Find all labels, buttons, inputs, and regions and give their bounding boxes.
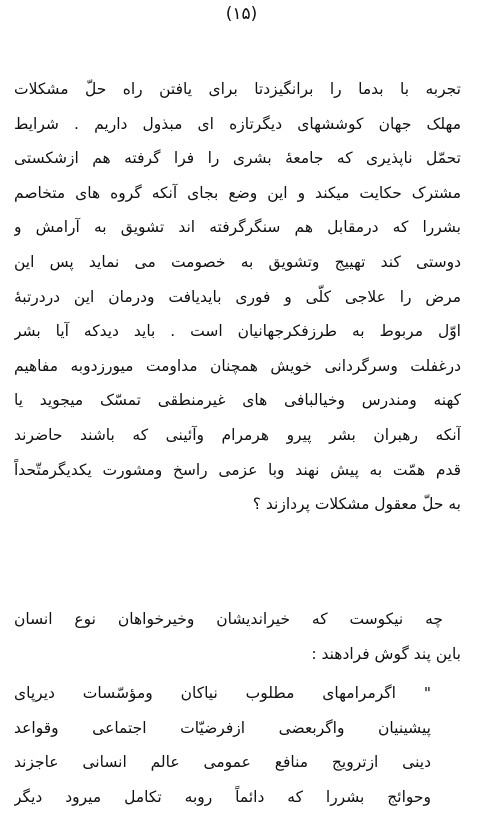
paragraph-line: دوستی کند تهییج وتشویق به خصومت می نماید پس این bbox=[14, 252, 461, 271]
quotation bbox=[14, 676, 461, 814]
paragraph-line: تجربه با بدما را برانگیزدتا برای یافتن راه حلّ مشکلات bbox=[14, 80, 461, 98]
paragraph-line: آنکه رهبران بشر پیرو هرمرام وآئینی که باشند حاضرند bbox=[14, 425, 461, 444]
paragraph-line: مشترک حکایت میکند و این وضع بجای آنکه گروه های متخاصم bbox=[14, 183, 461, 202]
paragraph-line: باین پند گوش فرادهند : bbox=[311, 644, 461, 663]
paragraph-line: قدم همّت به پیش نهند وبا عزمی راسخ ومشورت یکدیگرمتّحداً bbox=[14, 460, 461, 479]
quotation-line: دینی ازترویج منافع عمومی عالم انسانی عاجزند bbox=[14, 753, 431, 772]
paragraph-line: مرض را علاجی کلّی و فوری بایدیافت ودرمان این دردرتبهٔ bbox=[14, 287, 461, 306]
paragraph-advice bbox=[14, 602, 461, 671]
paragraph-line: تحمّل ناپذیری که جامعهٔ بشری را فرا گرفته هم ازشکستی bbox=[14, 149, 461, 168]
paragraph-line: چه نیکوست که خیراندیشان وخیرخواهان نوع انسان bbox=[14, 610, 443, 628]
paragraph-line: مهلک جهان کوششهای دیگرتازه ای مبذول داریم . شرایط bbox=[14, 114, 461, 133]
paragraph-main bbox=[14, 72, 461, 522]
paragraph-line: کهنه ومندرس وخیالبافی های غیرمنطقی تمسّک میجوید یا bbox=[14, 391, 461, 410]
quotation-line: وحوائج بشررا که دائماً روبه تکامل میرود دیگر bbox=[14, 787, 431, 806]
page-number: (۱۵) bbox=[225, 4, 258, 24]
paragraph-line: درغفلت وسرگردانی خویش همچنان مداومت میورزدوبه مفاهیم bbox=[14, 356, 461, 375]
quotation-line: " اگرمرامهای مطلوب نیاکان ومؤسّسات دیرپای bbox=[14, 684, 431, 702]
paragraph-line: به حلّ معقول مشکلات پردازند ؟ bbox=[252, 495, 461, 514]
paragraph-line: بشررا که درمقابل هم سنگرگرفته اند تشویق به آرامش و bbox=[14, 218, 461, 237]
quotation-line: پیشینیان واگربعضی ازفرضیّات اجتماعی وقواعد bbox=[14, 718, 431, 737]
paragraph-line: اوّل مربوط به طرزفکرجهانیان است . باید دیدکه آیا بشر bbox=[14, 322, 461, 341]
